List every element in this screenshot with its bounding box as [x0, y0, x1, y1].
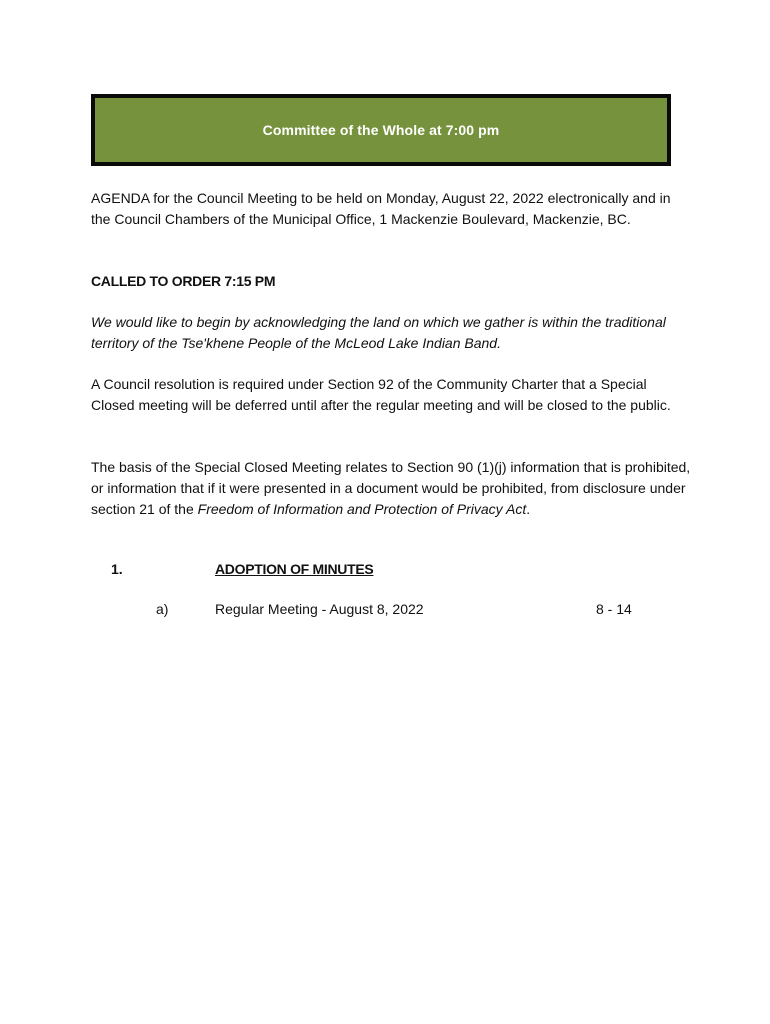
closed-meeting-basis-paragraph [91, 457, 691, 520]
called-to-order-heading: CALLED TO ORDER 7:15 PM [91, 273, 276, 289]
agenda-banner [91, 94, 671, 166]
act-title: Freedom of Information and Protection of Privacy Act [197, 501, 527, 517]
agenda-intro-paragraph: AGENDA for the Council Meeting to be held on Monday, August 22, 2022 electronically and in the Council Chambers of the Municipal Office, 1 Mackenzie Boulevard, Mackenzie, BC. [91, 190, 671, 227]
agenda-item-letter: a) [156, 601, 169, 617]
banner-title: Committee of the Whole at 7:00 pm [262, 122, 500, 138]
basis-text-end: . [526, 501, 531, 517]
agenda-item-text: Regular Meeting - August 8, 2022 [215, 601, 424, 617]
section-title: ADOPTION OF MINUTES [215, 561, 374, 577]
basis-text: The basis of the Special Closed Meeting relates to Section 90 (1)(j) information that is prohibited, or information that if it were presented in a document would be prohibited, from disclosure under section 21 of the [91, 459, 691, 517]
council-resolution-paragraph: A Council resolution is required under Section 92 of the Community Charter that a Special Closed meeting will be deferred until after the regular meeting and will be closed to the public. [91, 376, 671, 413]
section-number: 1. [111, 561, 123, 577]
agenda-item-pages: 8 - 14 [596, 601, 632, 617]
land-acknowledgement-paragraph: We would like to begin by acknowledging the land on which we gather is within the traditional territory of the Tse'khene People of the McLeod Lake Indian Band. [91, 314, 666, 351]
